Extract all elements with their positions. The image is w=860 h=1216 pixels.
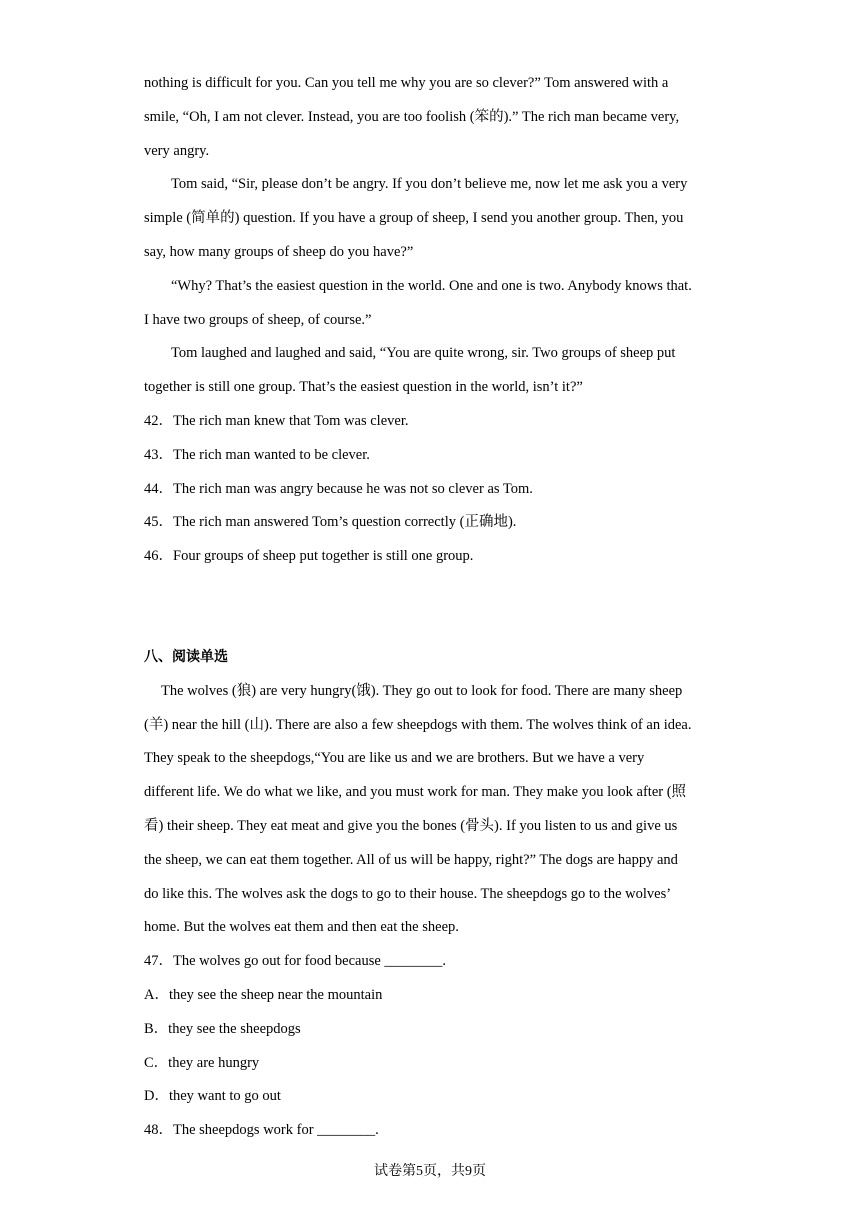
statement-item: 46．Four groups of sheep put together is still one group.	[144, 548, 474, 565]
passage-line: say, how many groups of sheep do you have?”	[144, 243, 414, 260]
passage-line: different life. We do what we like, and you must work for man. They make you look after (照	[144, 784, 687, 801]
statement-item: 43．The rich man wanted to be clever.	[144, 446, 370, 463]
passage-line: (羊) near the hill (山). There are also a few sheepdogs with them. The wolves think of an idea.	[144, 716, 692, 733]
question-stem: 47．The wolves go out for food because ________.	[144, 953, 447, 970]
passage-line: simple (简单的) question. If you have a group of sheep, I send you another group. Then, you	[144, 210, 684, 227]
passage-line: “Why? That’s the easiest question in the world. One and one is two. Anybody knows that.	[171, 277, 692, 294]
answer-option-a: A．they see the sheep near the mountain	[144, 986, 383, 1003]
passage-line: together is still one group. That’s the easiest question in the world, isn’t it?”	[144, 379, 583, 396]
passage-line: They speak to the sheepdogs,“You are like us and we are brothers. But we have a very	[144, 750, 645, 767]
passage-line: Tom said, “Sir, please don’t be angry. If you don’t believe me, now let me ask you a very	[171, 176, 688, 193]
page-footer: 试卷第5页，共9页	[374, 1164, 486, 1179]
passage-line: the sheep, we can eat them together. All of us will be happy, right?” The dogs are happy and	[144, 851, 678, 868]
answer-option-d: D．they want to go out	[144, 1088, 281, 1105]
section-heading: 八、阅读单选	[144, 648, 228, 665]
passage-line: 看) their sheep. They eat meat and give you the bones (骨头). If you listen to us and give us	[144, 817, 678, 834]
statement-item: 45．The rich man answered Tom’s question correctly (正确地).	[144, 514, 517, 531]
answer-option-b: B．they see the sheepdogs	[144, 1020, 301, 1037]
statement-list	[144, 408, 724, 577]
question-48	[144, 1117, 724, 1151]
passage-line: I have two groups of sheep, of course.”	[144, 311, 372, 328]
question-stem: 48．The sheepdogs work for ________.	[144, 1122, 379, 1139]
passage-tom-rich-man	[144, 70, 724, 408]
answer-option-c: C．they are hungry	[144, 1054, 260, 1071]
passage-line: do like this. The wolves ask the dogs to go to their house. The sheepdogs go to the wolves’	[144, 885, 672, 902]
section-spacer	[144, 577, 724, 644]
passage-line: Tom laughed and laughed and said, “You are quite wrong, sir. Two groups of sheep put	[171, 345, 676, 362]
passage-line: very angry.	[144, 142, 210, 159]
exam-page-content	[144, 70, 724, 1151]
statement-item: 44．The rich man was angry because he was not so clever as Tom.	[144, 480, 533, 497]
passage-line: The wolves (狼) are very hungry(饿). They go out to look for food. There are many sheep	[161, 682, 683, 699]
question-47	[144, 948, 724, 1117]
statement-item: 42．The rich man knew that Tom was clever.	[144, 412, 409, 429]
passage-line: smile, “Oh, I am not clever. Instead, you are too foolish (笨的).” The rich man became very,	[144, 108, 680, 125]
passage-line: nothing is difficult for you. Can you tell me why you are so clever?” Tom answered with a	[144, 75, 669, 91]
passage-line: home. But the wolves eat them and then eat the sheep.	[144, 919, 459, 936]
passage-wolves-sheepdogs	[144, 678, 724, 948]
